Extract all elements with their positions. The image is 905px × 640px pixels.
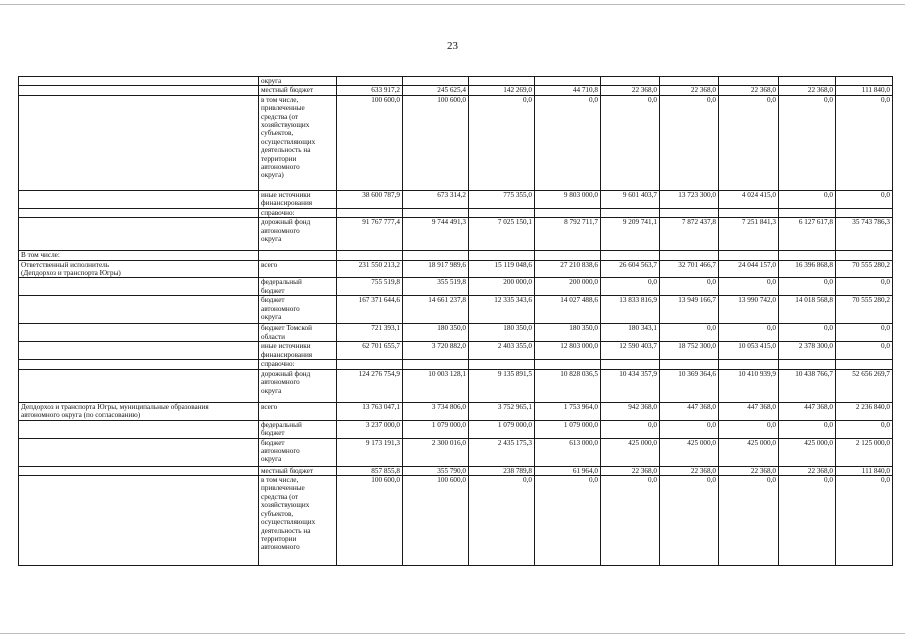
executor-name-cell <box>19 86 259 95</box>
table-row <box>19 476 893 566</box>
amount-cell: 70 555 280,2 <box>836 260 893 278</box>
amount-cell <box>719 77 779 86</box>
amount-cell: 9 744 491,3 <box>403 218 469 251</box>
amount-cell <box>660 77 719 86</box>
amount-cell <box>836 208 893 217</box>
amount-cell: 18 752 300,0 <box>660 342 719 360</box>
amount-cell: 111 840,0 <box>836 466 893 475</box>
amount-cell: 0,0 <box>779 476 836 566</box>
amount-cell: 0,0 <box>660 278 719 296</box>
amount-cell: 0,0 <box>660 420 719 438</box>
amount-cell: 0,0 <box>836 324 893 342</box>
amount-cell <box>719 208 779 217</box>
amount-cell: 447 368,0 <box>660 402 719 420</box>
amount-cell <box>535 208 601 217</box>
amount-cell: 91 767 777,4 <box>337 218 403 251</box>
amount-cell <box>337 208 403 217</box>
amount-cell: 10 369 364,6 <box>660 369 719 402</box>
amount-cell: 0,0 <box>836 420 893 438</box>
amount-cell: 425 000,0 <box>779 438 836 466</box>
amount-cell: 0,0 <box>779 324 836 342</box>
amount-cell: 180 350,0 <box>469 324 535 342</box>
amount-cell: 100 600,0 <box>403 95 469 190</box>
amount-cell <box>337 360 403 369</box>
amount-cell: 8 792 711,7 <box>535 218 601 251</box>
amount-cell: 238 789,8 <box>469 466 535 475</box>
table-row <box>19 296 893 324</box>
amount-cell: 245 625,4 <box>403 86 469 95</box>
executor-name-cell <box>19 466 259 475</box>
amount-cell: 13 763 047,1 <box>337 402 403 420</box>
table-row <box>19 260 893 278</box>
amount-cell: 0,0 <box>719 420 779 438</box>
funding-source-cell: дорожный фонд автономного округа <box>259 369 337 402</box>
table-row <box>19 324 893 342</box>
amount-cell: 24 044 157,0 <box>719 260 779 278</box>
amount-cell <box>469 208 535 217</box>
amount-cell: 0,0 <box>836 190 893 208</box>
amount-cell: 111 840,0 <box>836 86 893 95</box>
amount-cell: 2 378 300,0 <box>779 342 836 360</box>
amount-cell <box>535 251 601 260</box>
amount-cell: 0,0 <box>660 476 719 566</box>
amount-cell: 447 368,0 <box>719 402 779 420</box>
amount-cell: 3 237 000,0 <box>337 420 403 438</box>
amount-cell: 100 600,0 <box>337 95 403 190</box>
funding-source-cell: в том числе, привлеченные средства (от хозяйствующих субъектов, осуществляющих деятельность на территории автономного округа) <box>259 95 337 190</box>
amount-cell <box>779 208 836 217</box>
amount-cell <box>469 251 535 260</box>
amount-cell: 0,0 <box>660 95 719 190</box>
amount-cell: 9 173 191,3 <box>337 438 403 466</box>
funding-source-cell: справочно: <box>259 360 337 369</box>
amount-cell: 425 000,0 <box>601 438 660 466</box>
amount-cell: 0,0 <box>601 476 660 566</box>
amount-cell: 26 604 563,7 <box>601 260 660 278</box>
amount-cell: 13 833 816,9 <box>601 296 660 324</box>
amount-cell <box>403 360 469 369</box>
amount-cell <box>779 360 836 369</box>
amount-cell: 22 368,0 <box>660 86 719 95</box>
amount-cell: 10 434 357,9 <box>601 369 660 402</box>
amount-cell: 721 393,1 <box>337 324 403 342</box>
amount-cell: 0,0 <box>779 190 836 208</box>
amount-cell <box>660 360 719 369</box>
amount-cell <box>601 208 660 217</box>
table-row <box>19 360 893 369</box>
amount-cell <box>779 77 836 86</box>
amount-cell: 62 701 655,7 <box>337 342 403 360</box>
amount-cell: 52 656 269,7 <box>836 369 893 402</box>
table-row <box>19 208 893 217</box>
amount-cell <box>719 360 779 369</box>
amount-cell: 22 368,0 <box>779 466 836 475</box>
amount-cell: 755 519,8 <box>337 278 403 296</box>
budget-table <box>18 76 893 566</box>
table-row <box>19 190 893 208</box>
amount-cell: 447 368,0 <box>779 402 836 420</box>
table-row <box>19 278 893 296</box>
amount-cell: 0,0 <box>779 95 836 190</box>
executor-name-cell: В том числе: <box>19 251 259 260</box>
amount-cell: 231 550 213,2 <box>337 260 403 278</box>
funding-source-cell: иные источники финансирования <box>259 342 337 360</box>
amount-cell: 12 590 403,7 <box>601 342 660 360</box>
amount-cell: 1 079 000,0 <box>403 420 469 438</box>
amount-cell: 0,0 <box>836 476 893 566</box>
table-row <box>19 95 893 190</box>
executor-name-cell <box>19 95 259 190</box>
amount-cell: 425 000,0 <box>660 438 719 466</box>
amount-cell: 22 368,0 <box>660 466 719 475</box>
amount-cell: 0,0 <box>836 95 893 190</box>
amount-cell <box>535 77 601 86</box>
amount-cell: 633 917,2 <box>337 86 403 95</box>
amount-cell: 0,0 <box>601 278 660 296</box>
amount-cell <box>469 360 535 369</box>
amount-cell: 0,0 <box>535 95 601 190</box>
amount-cell: 13 990 742,0 <box>719 296 779 324</box>
scan-artifact-top <box>0 4 905 5</box>
amount-cell <box>836 251 893 260</box>
amount-cell: 61 964,0 <box>535 466 601 475</box>
amount-cell: 124 276 754,9 <box>337 369 403 402</box>
amount-cell: 2 125 000,0 <box>836 438 893 466</box>
executor-name-cell <box>19 476 259 566</box>
page-number: 23 <box>447 40 458 52</box>
amount-cell: 355 790,0 <box>403 466 469 475</box>
amount-cell: 14 027 488,6 <box>535 296 601 324</box>
executor-name-cell <box>19 420 259 438</box>
amount-cell: 22 368,0 <box>779 86 836 95</box>
amount-cell: 1 079 000,0 <box>535 420 601 438</box>
amount-cell: 10 438 766,7 <box>779 369 836 402</box>
amount-cell: 2 236 840,0 <box>836 402 893 420</box>
amount-cell: 10 053 415,0 <box>719 342 779 360</box>
amount-cell: 857 855,8 <box>337 466 403 475</box>
funding-source-cell: всего <box>259 260 337 278</box>
amount-cell <box>469 77 535 86</box>
amount-cell <box>660 208 719 217</box>
executor-name-cell <box>19 218 259 251</box>
amount-cell: 7 025 150,1 <box>469 218 535 251</box>
executor-name-cell <box>19 324 259 342</box>
table-row <box>19 77 893 86</box>
table-row <box>19 218 893 251</box>
amount-cell: 775 355,0 <box>469 190 535 208</box>
amount-cell <box>836 360 893 369</box>
amount-cell: 70 555 280,2 <box>836 296 893 324</box>
executor-name-cell <box>19 342 259 360</box>
amount-cell: 9 135 891,5 <box>469 369 535 402</box>
amount-cell: 355 519,8 <box>403 278 469 296</box>
scan-artifact-bottom <box>0 633 905 634</box>
amount-cell <box>403 251 469 260</box>
funding-source-cell: иные источники финансирования <box>259 190 337 208</box>
amount-cell: 32 701 466,7 <box>660 260 719 278</box>
amount-cell: 22 368,0 <box>719 86 779 95</box>
executor-name-cell <box>19 208 259 217</box>
amount-cell: 142 269,0 <box>469 86 535 95</box>
amount-cell <box>403 208 469 217</box>
executor-name-cell <box>19 278 259 296</box>
executor-name-cell <box>19 438 259 466</box>
amount-cell: 3 734 806,0 <box>403 402 469 420</box>
amount-cell <box>601 360 660 369</box>
funding-source-cell: справочно: <box>259 208 337 217</box>
funding-source-cell: федеральный бюджет <box>259 278 337 296</box>
funding-source-cell <box>259 251 337 260</box>
amount-cell: 9 803 000,0 <box>535 190 601 208</box>
funding-source-cell: в том числе, привлеченные средства (от хозяйствующих субъектов, осуществляющих деятельность на территории автономного <box>259 476 337 566</box>
amount-cell: 18 917 989,6 <box>403 260 469 278</box>
executor-name-cell <box>19 296 259 324</box>
amount-cell: 9 209 741,1 <box>601 218 660 251</box>
amount-cell: 22 368,0 <box>601 466 660 475</box>
executor-name-cell: Депдорхоз и транспорта Югры, муниципальные образования автономного округа (по согласованию) <box>19 402 259 420</box>
amount-cell: 0,0 <box>719 278 779 296</box>
amount-cell: 35 743 786,3 <box>836 218 893 251</box>
amount-cell: 425 000,0 <box>719 438 779 466</box>
executor-name-cell: Ответственный исполнитель (Депдорхоз и транспорта Югры) <box>19 260 259 278</box>
amount-cell: 9 601 403,7 <box>601 190 660 208</box>
table-row <box>19 438 893 466</box>
amount-cell: 1 753 964,0 <box>535 402 601 420</box>
amount-cell: 180 343,1 <box>601 324 660 342</box>
amount-cell: 22 368,0 <box>601 86 660 95</box>
amount-cell: 10 410 939,9 <box>719 369 779 402</box>
amount-cell <box>403 77 469 86</box>
amount-cell: 0,0 <box>836 342 893 360</box>
executor-name-cell <box>19 190 259 208</box>
funding-source-cell: бюджет автономного округа <box>259 438 337 466</box>
funding-source-cell: дорожный фонд автономного округа <box>259 218 337 251</box>
amount-cell: 0,0 <box>719 95 779 190</box>
amount-cell: 0,0 <box>719 476 779 566</box>
amount-cell <box>779 251 836 260</box>
funding-source-cell: местный бюджет <box>259 466 337 475</box>
amount-cell: 0,0 <box>535 476 601 566</box>
amount-cell: 7 251 841,3 <box>719 218 779 251</box>
amount-cell: 0,0 <box>719 324 779 342</box>
funding-source-cell: бюджет Томской области <box>259 324 337 342</box>
table-row <box>19 402 893 420</box>
table-row <box>19 251 893 260</box>
funding-source-cell: бюджет автономного округа <box>259 296 337 324</box>
amount-cell: 673 314,2 <box>403 190 469 208</box>
amount-cell: 942 368,0 <box>601 402 660 420</box>
amount-cell <box>337 251 403 260</box>
amount-cell: 13 723 300,0 <box>660 190 719 208</box>
amount-cell: 12 335 343,6 <box>469 296 535 324</box>
amount-cell: 2 435 175,3 <box>469 438 535 466</box>
amount-cell: 0,0 <box>660 324 719 342</box>
amount-cell: 0,0 <box>469 95 535 190</box>
amount-cell: 0,0 <box>836 278 893 296</box>
amount-cell: 0,0 <box>601 95 660 190</box>
amount-cell: 100 600,0 <box>403 476 469 566</box>
amount-cell: 16 396 868,8 <box>779 260 836 278</box>
amount-cell <box>601 251 660 260</box>
amount-cell: 38 600 787,9 <box>337 190 403 208</box>
table-row <box>19 86 893 95</box>
table-row <box>19 466 893 475</box>
amount-cell: 200 000,0 <box>535 278 601 296</box>
amount-cell: 167 371 644,6 <box>337 296 403 324</box>
amount-cell: 3 720 882,0 <box>403 342 469 360</box>
amount-cell: 6 127 617,8 <box>779 218 836 251</box>
amount-cell: 180 350,0 <box>403 324 469 342</box>
amount-cell <box>836 77 893 86</box>
amount-cell: 27 210 838,6 <box>535 260 601 278</box>
amount-cell: 2 403 355,0 <box>469 342 535 360</box>
amount-cell <box>601 77 660 86</box>
amount-cell: 0,0 <box>469 476 535 566</box>
amount-cell: 22 368,0 <box>719 466 779 475</box>
funding-source-cell: всего <box>259 402 337 420</box>
amount-cell: 13 949 166,7 <box>660 296 719 324</box>
table-row <box>19 369 893 402</box>
amount-cell: 7 872 437,8 <box>660 218 719 251</box>
amount-cell: 200 000,0 <box>469 278 535 296</box>
amount-cell: 0,0 <box>779 278 836 296</box>
amount-cell <box>660 251 719 260</box>
amount-cell: 44 710,8 <box>535 86 601 95</box>
executor-name-cell <box>19 77 259 86</box>
amount-cell <box>535 360 601 369</box>
amount-cell: 14 661 237,8 <box>403 296 469 324</box>
amount-cell: 0,0 <box>601 420 660 438</box>
funding-source-cell: округа <box>259 77 337 86</box>
amount-cell: 613 000,0 <box>535 438 601 466</box>
amount-cell <box>719 251 779 260</box>
amount-cell <box>337 77 403 86</box>
amount-cell: 10 828 036,5 <box>535 369 601 402</box>
amount-cell: 180 350,0 <box>535 324 601 342</box>
funding-source-cell: местный бюджет <box>259 86 337 95</box>
table-row <box>19 420 893 438</box>
executor-name-cell <box>19 360 259 369</box>
table-row <box>19 342 893 360</box>
amount-cell: 100 600,0 <box>337 476 403 566</box>
amount-cell: 12 803 000,0 <box>535 342 601 360</box>
amount-cell: 10 003 128,1 <box>403 369 469 402</box>
funding-source-cell: федеральный бюджет <box>259 420 337 438</box>
amount-cell: 0,0 <box>779 420 836 438</box>
amount-cell: 3 752 965,1 <box>469 402 535 420</box>
amount-cell: 2 300 016,0 <box>403 438 469 466</box>
amount-cell: 4 024 415,0 <box>719 190 779 208</box>
amount-cell: 14 018 568,8 <box>779 296 836 324</box>
budget-table-body <box>19 77 893 566</box>
amount-cell: 1 079 000,0 <box>469 420 535 438</box>
executor-name-cell <box>19 369 259 402</box>
amount-cell: 15 119 048,6 <box>469 260 535 278</box>
